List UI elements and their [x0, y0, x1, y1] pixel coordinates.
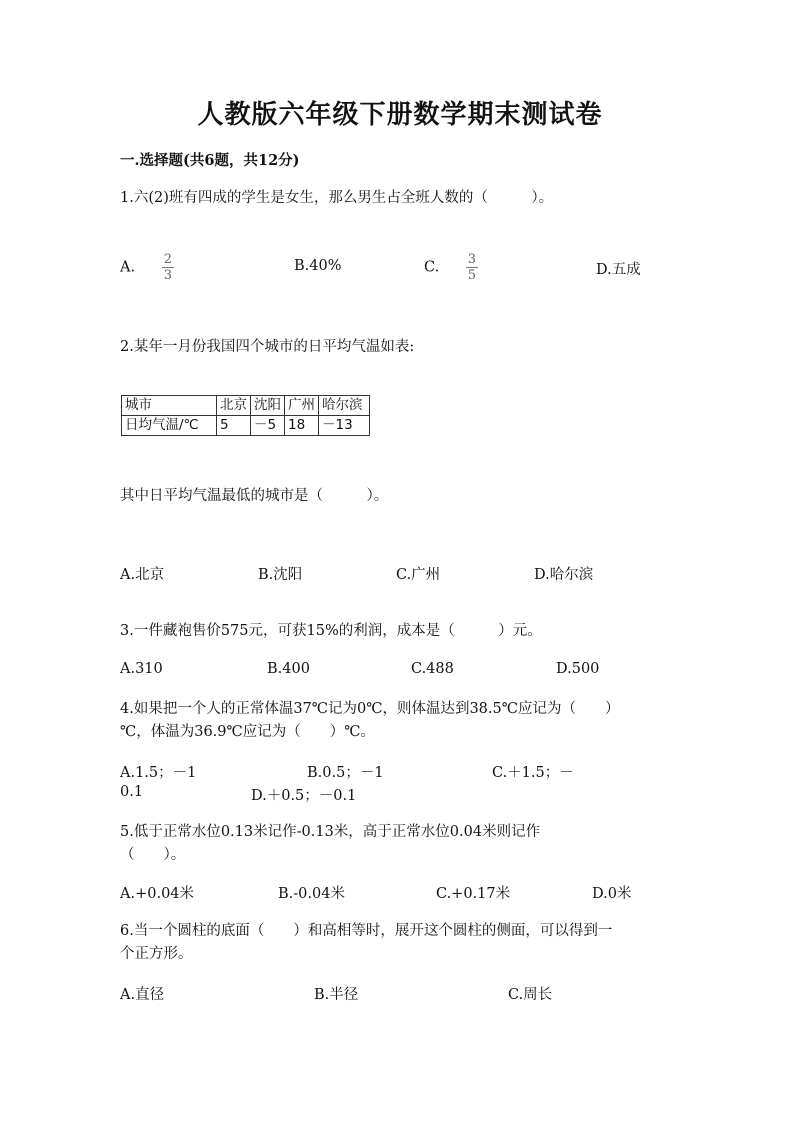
- q3-option-b: B.400: [267, 661, 310, 677]
- fraction-numerator: 3: [467, 252, 477, 267]
- q5-option-c: C.+0.17米: [436, 886, 511, 902]
- q2-option-d: D.哈尔滨: [534, 567, 594, 583]
- q1-option-a-fraction: [162, 253, 174, 282]
- q1-option-a: [120, 253, 174, 282]
- q4-option-b: B.0.5；－1: [307, 765, 384, 781]
- section-heading: 一.选择题(共6题，共12分): [120, 152, 300, 169]
- fraction-denominator: 5: [467, 268, 477, 283]
- q2-option-a: A.北京: [120, 567, 165, 583]
- page-title: 人教版六年级下册数学期末测试卷: [197, 100, 603, 130]
- q5-option-a: A.+0.04米: [120, 886, 195, 902]
- q3-option-d: D.500: [556, 661, 600, 677]
- table-header-row: [122, 396, 370, 416]
- q1-option-c-label: C.: [424, 259, 440, 276]
- table-cell: 哈尔滨: [319, 396, 370, 416]
- q1-option-b: B.40%: [294, 258, 342, 274]
- q1-option-c-fraction: [466, 253, 478, 282]
- table-cell: 18: [285, 416, 319, 436]
- question-2-subtext: 其中日平均气温最低的城市是（ ）。: [120, 488, 389, 504]
- table-cell: 广州: [285, 396, 319, 416]
- q5-option-d: D.0米: [592, 886, 632, 902]
- fraction-denominator: 3: [163, 268, 172, 283]
- q6-option-b: B.半径: [314, 987, 359, 1003]
- table-cell: －5: [251, 416, 285, 436]
- table-cell: 沈阳: [251, 396, 285, 416]
- q1-option-c: [424, 253, 478, 282]
- question-1-text: 1.六(2)班有四成的学生是女生，那么男生占全班人数的（ ）。: [120, 190, 554, 206]
- q6-option-a: A.直径: [120, 987, 165, 1003]
- question-4-line-2: ℃，体温为36.9℃应记为（ ）℃。: [120, 724, 375, 740]
- question-2-text: 2.某年一月份我国四个城市的日平均气温如表:: [120, 339, 415, 355]
- question-5-line-1: 5.低于正常水位0.13米记作-0.13米，高于正常水位0.04米则记作: [120, 824, 541, 840]
- q4-option-c: C.＋1.5；－: [492, 765, 574, 781]
- question-5-line-2: （ ）。: [120, 847, 186, 863]
- question-6-line-2: 个正方形。: [120, 946, 193, 962]
- q5-option-b: B.-0.04米: [278, 886, 345, 902]
- temperature-table: [121, 395, 370, 436]
- q2-option-b: B.沈阳: [258, 567, 303, 583]
- q1-option-a-label: A.: [120, 259, 136, 276]
- table-cell: －13: [319, 416, 370, 436]
- table-cell: 5: [217, 416, 251, 436]
- q2-option-c: C.广州: [396, 567, 441, 583]
- question-6-line-1: 6.当一个圆柱的底面（ ）和高相等时，展开这个圆柱的侧面，可以得到一: [120, 923, 613, 939]
- q4-option-c-continued: 0.1: [120, 784, 144, 800]
- table-cell: 日均气温/℃: [122, 416, 217, 436]
- q4-option-a: A.1.5；－1: [120, 765, 197, 781]
- table-cell: 北京: [217, 396, 251, 416]
- fraction-numerator: 2: [163, 252, 172, 267]
- table-cell: 城市: [122, 396, 217, 416]
- q3-option-a: A.310: [120, 661, 163, 677]
- question-3-text: 3.一件藏袍售价575元，可获15%的利润，成本是（ ）元。: [120, 623, 542, 639]
- q1-option-d: D.五成: [596, 262, 641, 278]
- question-4-line-1: 4.如果把一个人的正常体温37℃记为0℃，则体温达到38.5℃应记为（ ）: [120, 701, 620, 717]
- q6-option-c: C.周长: [508, 987, 553, 1003]
- q4-option-d: D.＋0.5；－0.1: [251, 788, 357, 804]
- table-row: [122, 416, 370, 436]
- q3-option-c: C.488: [411, 661, 454, 677]
